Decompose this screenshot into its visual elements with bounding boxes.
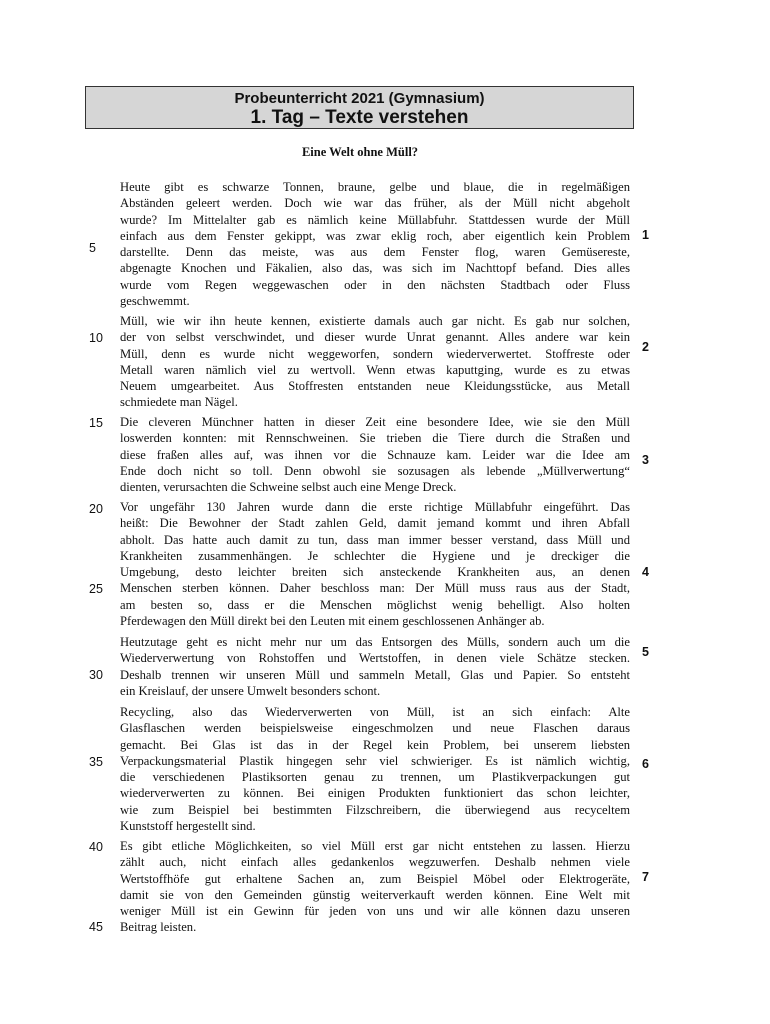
paragraph-2 <box>120 313 630 411</box>
text-line: Müll, denn es wurde nicht weggeworfen, sondern wiederverwertet. Stoffreste oder <box>120 346 630 361</box>
text-line: Wiederverwertung von Rohstoffen und Wertstoffen, in denen viele Schätze stecken. <box>120 651 630 666</box>
text-line: ein Kreislauf, der unsere Umwelt besonders schont. <box>120 683 381 698</box>
text-line: darstellte. Denn das meiste, was aus dem Fenster flog, waren Gemüsereste, <box>120 245 630 260</box>
paragraph-1 <box>120 179 630 309</box>
text-line: Ende doch nicht so toll. Denn obwohl sie sozusagen als lebende „Müllverwertung“ <box>120 463 630 478</box>
line-number: 15 <box>89 416 103 430</box>
text-line: wurde vom Regen weggewaschen oder in den nächsten Stadtbach oder Fluss <box>120 277 630 292</box>
text-line: am besten so, dass er die Menschen möglichst wenig behelligt. Also holten <box>120 597 630 612</box>
text-line: Abständen geleert werden. Doch wie war das früher, als der Müll nicht abgeholt <box>120 196 630 211</box>
paragraph-number: 3 <box>642 453 649 467</box>
text-line: Recycling, also das Wiederverwerten von Müll, ist an sich einfach: Alte <box>120 705 630 719</box>
text-line: heißt: Die Bewohner der Stadt zahlen Geld, damit jemand kommt und ihren Abfall <box>120 516 630 531</box>
paragraph-6 <box>120 704 630 834</box>
text-line: Glasflaschen werden beispielsweise eingeschmolzen und neue Flaschen daraus <box>120 721 630 736</box>
text-line: einfach aus dem Fenster gekippt, was zwar eklig roch, aber eigentlich kein Problem <box>120 228 630 243</box>
line-number: 45 <box>89 920 103 934</box>
text-line: Menschen sterben können. Daher beschloss man: Der Müll muss raus aus der Stadt, <box>120 581 630 596</box>
paragraph-number: 5 <box>642 645 649 659</box>
header-box <box>85 86 634 129</box>
paragraph-number: 1 <box>642 228 649 242</box>
paragraph-7 <box>120 838 630 936</box>
line-number: 40 <box>89 840 103 854</box>
text-line: Die cleveren Münchner hatten in dieser Zeit eine besondere Idee, wie sie den Müll <box>120 415 630 429</box>
text-line: geschwemmt. <box>120 294 190 309</box>
text-line: schmiedete man Nägel. <box>120 395 238 410</box>
line-number: 20 <box>89 502 103 516</box>
line-number: 30 <box>89 668 103 682</box>
line-number: 10 <box>89 331 103 345</box>
text-line: wiederverwerten zu können. Bei einigen Produkten funktioniert das schon leichter, <box>120 786 630 801</box>
line-number: 5 <box>89 241 96 255</box>
paragraph-3 <box>120 414 630 495</box>
text-line: dienten, verursachten die Schweine selbst auch eine Menge Dreck. <box>120 480 457 495</box>
header-subtitle: Probeunterricht 2021 (Gymnasium) <box>234 90 485 107</box>
text-line: gemacht. Bei Glas ist das in der Regel kein Problem, bei unserem liebsten <box>120 737 630 752</box>
paragraph-number: 7 <box>642 870 649 884</box>
text-line: Neuem umgearbeitet. Aus Stoffresten entstanden neue Kleidungsstücke, aus Metall <box>120 379 630 394</box>
text-line: Vor ungefähr 130 Jahren wurde dann die erste richtige Müllabfuhr eingeführt. Das <box>120 500 630 514</box>
text-line: Krankheiten zusammenhängen. Je schlechter die Hygiene und je dreckiger die <box>120 548 630 563</box>
text-line: Verpackungsmaterial Plastik hingegen sehr viel schwieriger. Es ist nämlich wichtig, <box>120 753 630 768</box>
text-line: Es gibt etliche Möglichkeiten, so viel Müll erst gar nicht entstehen zu lassen. Hierzu <box>120 839 630 853</box>
text-line: Heute gibt es schwarze Tonnen, braune, gelbe und blaue, die in regelmäßigen <box>120 180 630 194</box>
paragraph-number: 2 <box>642 340 649 354</box>
text-line: abholt. Das hatte auch damit zu tun, dass man immer besser verstand, dass Müll und <box>120 532 630 547</box>
text-line: Müll, wie wir ihn heute kennen, existierte damals auch gar nicht. Es gab nur solchen, <box>120 314 630 328</box>
text-line: Deshalb trennen wir unseren Müll und sammeln Metall, Glas und Papier. So entsteht <box>120 667 630 682</box>
text-line: die verschiedenen Plastiksorten genau zu trennen, um Plastikverpackungen gut <box>120 770 630 785</box>
text-title: Eine Welt ohne Müll? <box>301 145 419 159</box>
text-line: wie zum Beispiel bei bestimmten Filzschreibern, die überwiegend aus recyceltem <box>120 802 630 817</box>
text-line: abgenagte Knochen und Fäkalien, also das, was sich im Nachttopf befand. Dies alles <box>120 261 630 276</box>
text-line: der von selbst verschwindet, und dieser wurde Unrat genannt. Alles andere war kein <box>120 330 630 345</box>
text-line: Metall waren nämlich viel zu wertvoll. Wenn etwas kaputtging, wurde es zu etwas <box>120 362 630 377</box>
line-number: 25 <box>89 582 103 596</box>
text-line: loswerden konnten: mit Rennschweinen. Sie trieben die Tiere durch die Straßen und <box>120 431 630 446</box>
text-line: Umgebung, desto leichter breiten sich ansteckende Krankheiten aus, an denen <box>120 565 630 580</box>
text-line: weniger Müll ist ein Gewinn für jeden von uns und wir alle können dazu unseren <box>120 904 630 919</box>
text-line: Wertstoffhöfe gut erhaltene Sachen an, zum Beispiel Möbel oder Elektrogeräte, <box>120 871 630 886</box>
text-line: Kunststoff hergestellt sind. <box>120 819 256 834</box>
paragraph-number: 6 <box>642 757 649 771</box>
paragraph-5 <box>120 634 630 699</box>
text-line: damit sie von den Gemeinden günstig weiterverkauft werden können. Eine Welt mit <box>120 887 630 902</box>
text-line: diese fraßen alles auf, was ihnen vor die Schnauze kam. Leider war die Idee am <box>120 447 630 462</box>
text-line: Pferdewagen den Müll direkt bei den Leuten mit einem geschlossenen Anhänger ab. <box>120 614 545 629</box>
text-line: Beitrag leisten. <box>120 920 197 935</box>
text-line: wurde? Im Mittelalter gab es nämlich keine Müllabfuhr. Stattdessen wurde der Müll <box>120 212 630 227</box>
paragraph-4 <box>120 499 630 629</box>
text-line: Heutzutage geht es nicht mehr nur um das Entsorgen des Mülls, sondern auch um die <box>120 635 630 649</box>
text-line: zählt auch, nicht einfach alles gedankenlos wegzuwerfen. Deshalb nehmen viele <box>120 855 630 870</box>
paragraph-number: 4 <box>642 565 649 579</box>
header-title: 1. Tag – Texte verstehen <box>250 107 469 128</box>
line-number: 35 <box>89 755 103 769</box>
